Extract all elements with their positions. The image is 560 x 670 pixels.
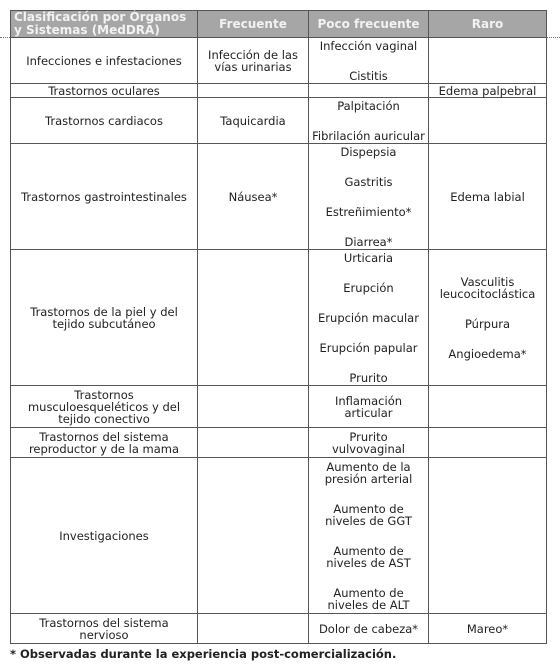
uncommon-cell-item: Prurito vulvovaginal bbox=[331, 429, 405, 456]
table-row bbox=[11, 144, 547, 250]
uncommon-cell-item: Dispepsia bbox=[340, 144, 397, 159]
uncommon-cell bbox=[309, 428, 429, 458]
uncommon-cell-item: Erupción papular bbox=[319, 340, 418, 355]
table-body bbox=[11, 38, 547, 644]
soc-cell: Trastornos oculares bbox=[11, 84, 198, 98]
rare-cell bbox=[429, 428, 547, 458]
uncommon-cell bbox=[309, 84, 429, 98]
uncommon-cell-item: Inflamación articular bbox=[334, 393, 403, 420]
rare-cell-item: Púrpura bbox=[464, 316, 511, 331]
table-row bbox=[11, 386, 547, 428]
soc-cell: Trastornos de la piel y del tejido subcutáneo bbox=[11, 250, 198, 386]
uncommon-cell-item: Dolor de cabeza* bbox=[318, 621, 419, 636]
uncommon-cell bbox=[309, 458, 429, 614]
adverse-reactions-table-container bbox=[10, 10, 546, 644]
uncommon-cell bbox=[309, 250, 429, 386]
header-rare: Raro bbox=[429, 11, 547, 38]
rare-cell bbox=[429, 614, 547, 644]
soc-cell: Trastornos del sistema reproductor y de la mama bbox=[11, 428, 198, 458]
frequent-cell bbox=[198, 84, 309, 98]
frequent-cell-item: Infección de las vías urinarias bbox=[208, 47, 298, 74]
uncommon-cell bbox=[309, 98, 429, 144]
table-row bbox=[11, 98, 547, 144]
frequent-cell bbox=[198, 98, 309, 144]
uncommon-cell-item: Fibrilación auricular bbox=[312, 128, 425, 143]
uncommon-cell-item: Erupción macular bbox=[318, 310, 419, 325]
table-row bbox=[11, 428, 547, 458]
uncommon-cell bbox=[309, 38, 429, 84]
soc-cell: Trastornos gastrointestinales bbox=[11, 144, 198, 250]
soc-cell: Investigaciones bbox=[11, 458, 198, 614]
table-row bbox=[11, 38, 547, 84]
soc-cell: Trastornos musculoesqueléticos y del tejido conectivo bbox=[11, 386, 198, 428]
header-uncommon: Poco frecuente bbox=[309, 11, 429, 38]
rare-cell bbox=[429, 84, 547, 98]
frequent-cell bbox=[198, 38, 309, 84]
rare-cell bbox=[429, 144, 547, 250]
frequent-cell-item: Náusea* bbox=[228, 189, 278, 204]
header-soc: Clasificación por Órganos y Sistemas (MedDRA) bbox=[11, 11, 198, 38]
uncommon-cell-item: Palpitación bbox=[337, 98, 400, 113]
uncommon-cell-item: Diarrea* bbox=[344, 234, 393, 249]
frequent-cell bbox=[198, 428, 309, 458]
rare-cell-item: Edema labial bbox=[450, 189, 525, 204]
uncommon-cell bbox=[309, 386, 429, 428]
uncommon-cell-item: Aumento de niveles de GGT bbox=[325, 501, 412, 528]
rare-cell-item: Mareo* bbox=[466, 621, 509, 636]
uncommon-cell-item: Cistitis bbox=[349, 68, 388, 83]
uncommon-cell-item: Erupción bbox=[343, 280, 394, 295]
table-header-row bbox=[11, 11, 547, 38]
frequent-cell bbox=[198, 458, 309, 614]
rare-cell bbox=[429, 38, 547, 84]
table-row bbox=[11, 614, 547, 644]
table-row bbox=[11, 250, 547, 386]
table-row bbox=[11, 84, 547, 98]
table-row bbox=[11, 458, 547, 614]
uncommon-cell bbox=[309, 614, 429, 644]
soc-cell: Trastornos del sistema nervioso bbox=[11, 614, 198, 644]
uncommon-cell-item: Aumento de niveles de ALT bbox=[327, 585, 410, 612]
uncommon-cell-item: Gastritis bbox=[344, 174, 393, 189]
rare-cell-item: Vasculitis leucocitoclástica bbox=[439, 274, 536, 301]
rare-cell bbox=[429, 386, 547, 428]
rare-cell-item: Angioedema* bbox=[448, 346, 527, 361]
uncommon-cell-item: Aumento de niveles de AST bbox=[326, 543, 411, 570]
uncommon-cell-item: Infección vaginal bbox=[319, 38, 418, 53]
frequent-cell bbox=[198, 386, 309, 428]
rare-cell bbox=[429, 98, 547, 144]
uncommon-cell-item: Urticaria bbox=[343, 250, 394, 265]
adverse-reactions-table bbox=[10, 10, 547, 644]
frequent-cell bbox=[198, 614, 309, 644]
rare-cell bbox=[429, 458, 547, 614]
footnote: * Observadas durante la experiencia post-comercialización. bbox=[10, 647, 397, 661]
frequent-cell bbox=[198, 144, 309, 250]
uncommon-cell bbox=[309, 144, 429, 250]
rare-cell bbox=[429, 250, 547, 386]
rare-cell-item: Edema palpebral bbox=[438, 83, 537, 98]
frequent-cell bbox=[198, 250, 309, 386]
frequent-cell-item: Taquicardia bbox=[220, 113, 286, 128]
uncommon-cell-item: Estreñimiento* bbox=[325, 204, 412, 219]
soc-cell: Infecciones e infestaciones bbox=[11, 38, 198, 84]
header-frequent: Frecuente bbox=[198, 11, 309, 38]
uncommon-cell-item: Prurito bbox=[349, 370, 388, 385]
uncommon-cell-item: Aumento de la presión arterial bbox=[324, 459, 413, 486]
soc-cell: Trastornos cardiacos bbox=[11, 98, 198, 144]
